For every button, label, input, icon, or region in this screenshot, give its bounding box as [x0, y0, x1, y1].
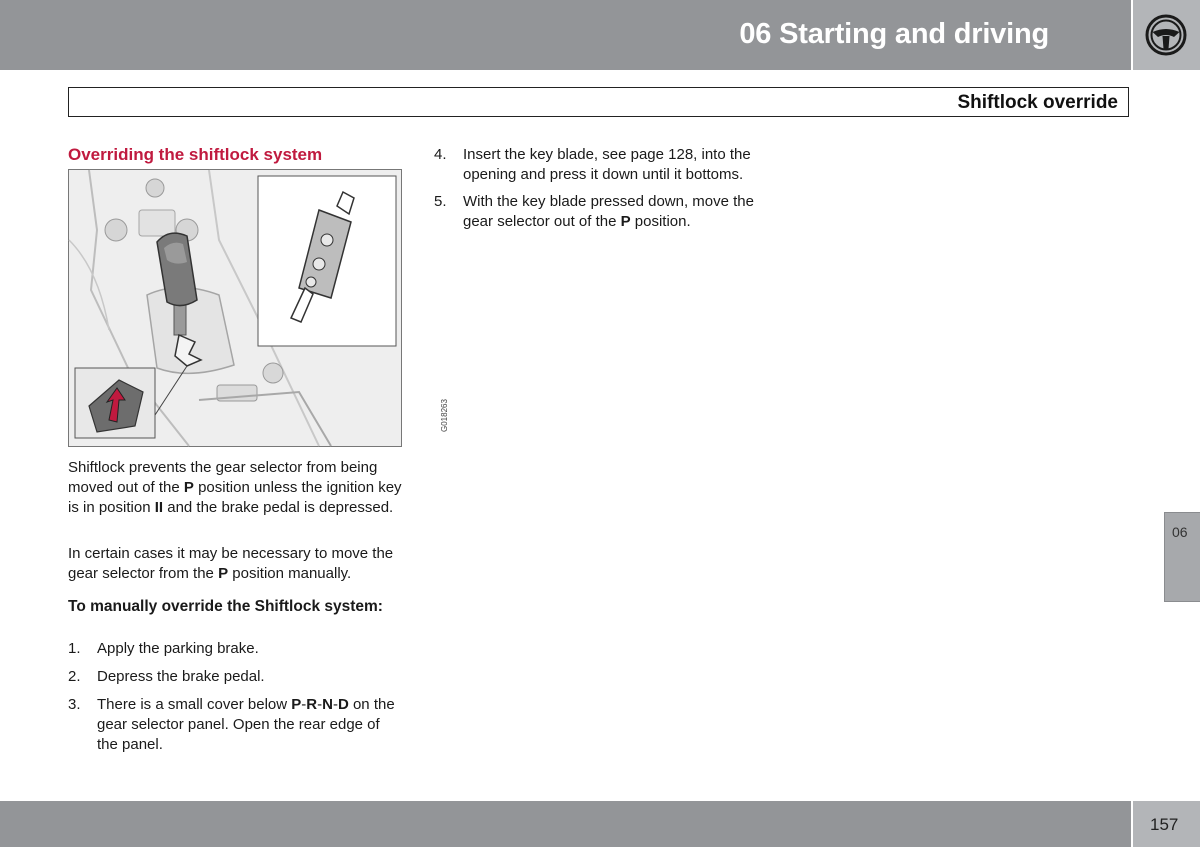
- step-number: 5.: [434, 193, 447, 210]
- footer-bar: [0, 801, 1131, 847]
- text-run: In certain cases it may be necessary to move the gear selector from the: [68, 545, 394, 582]
- chapter-icon-box: [1133, 0, 1200, 70]
- bold-run: P: [183, 478, 194, 496]
- bold-run: R: [306, 696, 318, 713]
- text-run: Shiftlock prevents the gear selector from being moved out of the: [68, 459, 378, 496]
- steering-wheel-icon: [1144, 13, 1188, 57]
- list-item: [434, 145, 774, 185]
- paragraph-manual-move: [68, 544, 404, 584]
- step-text: Depress the brake pedal.: [97, 668, 265, 685]
- list-item: [68, 639, 404, 659]
- header-bar: [0, 0, 1131, 70]
- page-number: 157: [1150, 815, 1179, 834]
- step-text: Apply the parking brake.: [97, 640, 259, 657]
- text-run: position unless the ignition key is in position: [68, 478, 402, 516]
- step-text: [463, 192, 773, 232]
- step-number: 1.: [68, 640, 81, 657]
- step-text: [97, 695, 402, 754]
- bold-run: II: [154, 498, 164, 516]
- list-item: [68, 695, 404, 755]
- bold-run: P: [218, 564, 229, 582]
- chapter-tab-label: 06: [1172, 524, 1188, 540]
- step-number: 2.: [68, 668, 81, 685]
- text-run: -: [332, 696, 338, 713]
- list-item: [434, 192, 774, 232]
- step-number: 3.: [68, 696, 81, 713]
- section-title: Shiftlock override: [957, 92, 1118, 113]
- text-run: -: [317, 696, 323, 713]
- chapter-title: 06 Starting and driving: [739, 18, 1049, 50]
- section-title-box: [68, 87, 1129, 117]
- bold-run: P: [620, 212, 631, 230]
- procedure-heading: To manually override the Shiftlock system:: [68, 598, 383, 615]
- step-number: 4.: [434, 146, 447, 163]
- page-number-box: [1133, 801, 1200, 847]
- text-run: position manually.: [228, 564, 352, 582]
- bold-run: N: [322, 696, 333, 713]
- chapter-tab[interactable]: [1164, 512, 1200, 602]
- text-run: -: [301, 696, 307, 713]
- paragraph-shiftlock-description: [68, 458, 404, 517]
- step-text: Insert the key blade, see page 128, into the opening and press it down until it bottoms.: [463, 146, 751, 183]
- text-run: With the key blade pressed down, move the gear selector out of the: [463, 193, 754, 230]
- list-item: [68, 667, 404, 687]
- text-run: on the gear selector panel. Open the rear edge of the panel.: [97, 696, 395, 753]
- bold-run: P: [291, 696, 302, 713]
- subheading: Overriding the shiftlock system: [68, 145, 323, 164]
- text-run: There is a small cover below: [97, 696, 292, 713]
- text-run: position.: [630, 212, 691, 230]
- text-run: and the brake pedal is depressed.: [163, 498, 394, 516]
- bold-run: D: [337, 696, 349, 713]
- figure-code: G018263: [440, 399, 449, 432]
- gear-selector-illustration: [69, 170, 401, 446]
- shiftlock-illustration: [68, 169, 449, 447]
